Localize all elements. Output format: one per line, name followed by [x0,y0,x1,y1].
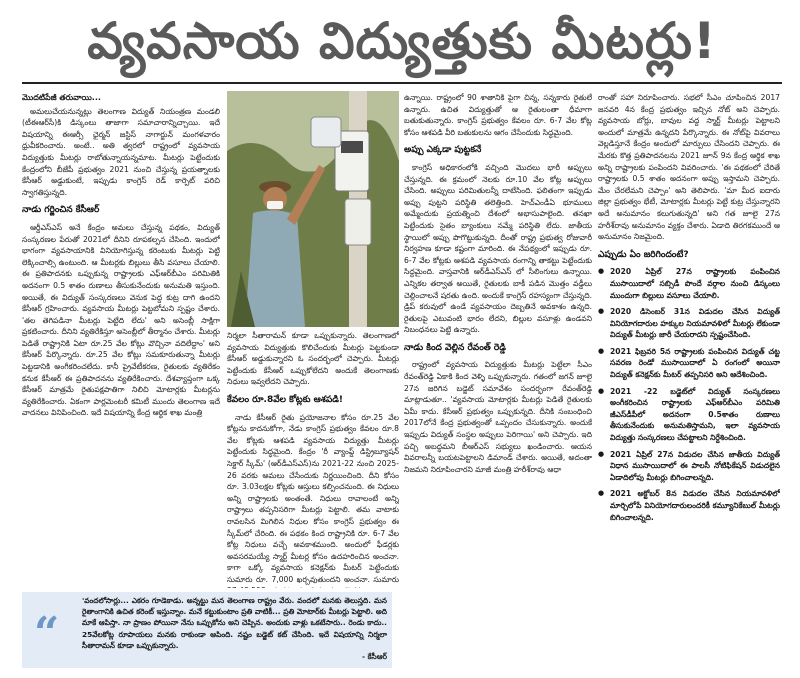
article-column-1 [22,92,220,588]
subheading-kcr-roar: నాడు గర్జించిన కేసీఆర్ [22,205,100,216]
quote-body: 'వందలోసార్లు... ఎకరం గూడెకాడు. అన్నట్టు మన తెలంగాణ రాష్ట్రం వేరు. వందలో మనకు తెలుస్తది. మన రైతాంగానికి ఉచిత కరెంట్ ఇస్తున్నాం. మనే కట్టుకుంటాం ప్రతి వాటికీ... ప్రతి మోటార్‌కు మీటర్లు పెట్టాలి. అది మాకే ఆపిస్తా. నా ప్రాణం పోయినా నేను ఒప్పుకోను అని చెప్పిన. అందుకు వాళ్లు ఒకటేసారు.. రెండు కాదు.. 25వేలకోట్ల రూపాయలు మనకు రాకుండా ఆపింది. నష్టం బడ్జెట్ కట్ చేసింది. ఇదే విషయాన్ని నిర్మలా సీతారామన్ కూడా ఒప్పుకున్నారు. [82,596,387,650]
article-paragraph: కాంగ్రెస్ అధికారంలోకి వచ్చింది మొదలు భారీ అప్పులు చేస్తున్నది. ఈ క్రమంలో నెలకు రూ.10 వేల కోట్ల అప్పులు చేసింది. అప్పులు పరిమితులన్నీ దాటేసింది. ఫలితంగా ఇప్పుడు అప్పు పుట్టని పరిస్థితి తలెత్తింది. హెచ్ఎండీఏ భూములు అమ్మేందుకు ప్రయత్నించి దేశంలో అభాసుపాలైంది. తనఖా పెట్టేందుకు సైతం బ్యాంకులు నమ్మే పరిస్థితి లేదు. జాతీయ స్థాయిలో అప్పు పొగొట్టుకున్నది. దీంతో రాష్ట్ర ప్రభుత్వ రోజువారీ నిర్వహణ కూడా కష్టంగా మారింది. ఈ నేపథ్యంలో ఇప్పుడు రూ. 6-7 వేల కోట్లకు ఆశపడి వ్యవసాయ రంగాన్ని తాకట్టు పెట్టేందుకు సిద్ధమైంది. వాస్తవానికి ఆర్‌డీఎస్ఎస్ లో సీలింగులు ఉన్నాయి. ఎన్నికల తర్వాత అయితే, రైతులకు బాకీ పడిన మొత్తం వడ్డీలు చెల్లించాలనే షరతు ఉంది. అందుకే కాంగ్రెస్ రహస్యంగా చేస్తున్నది. డ్రిప్ కరువులో ఉండే వ్యవసాయం దెబ్బతినే అవకాశం ఉన్నది. రైతులపై ఎటువంటి భారం లేదని, బిల్లుల వసూళ్లు ఉండవని నిబంధనలు పెట్టి ఉన్నారు. [404,162,592,335]
photo-caption-text: నిర్మలా సీతారామన్ కూడా ఒప్పుకున్నారు. తెలంగాణలో వ్యవసాయ విద్యుత్తుకు కొలిచేందుకు మీటర్లు పెట్టకుండా కేసీఆర్ అడ్డుకున్నారని ఓ సందర్భంలో చెప్పారు. మీటర్లు పెట్టేందుకు కేసీఆర్ ఒప్పుకోలేదని అందుకే తెలంగాణకు నిధులు ఇవ్వలేదని చెప్పారు. [227,331,399,387]
timeline-item: ● 2021 ఏప్రిల్ 27న విడుదల చేసిన జాతీయ విద్యుత్ విధాన ముసాయిదాలో ఈ పాలసీ నోటిఫికేషన్ విడుదలైన ఏడాదిలోపు మీటర్లు బిగించాలన్నది. [598,449,780,484]
article-paragraph: ఆర్డీఎస్ఎస్ అనే కేంద్రం అమలు చేస్తున్న పథకం, విద్యుత్ సంస్కరణల పేరుతో 2021లో దీనిని రూపకల్పన చేసింది. ఇందులో భాగంగా వ్యవసాయానికి వినియోగిస్తున్న కరెంటుకు మీటర్లు పెట్టి లెక్కించాల్సి ఉంటుంది. ఆ మీటర్లకు బిల్లులు తీసి వసూలు చేయాలి. ఈ ప్రతిపాదనకు ఒప్పుకున్న రాష్ట్రాలకు ఎఫ్ఆర్‌బీఎం పరిమితికి అదనంగా 0.5 శాతం రుణాలు తీసుకునేందుకు అనుమతి ఇస్తుంది. అయితే, ఈ విద్యుత్ సంస్కరణలు వెనుక పెద్ద కుట్ర దాగి ఉందని కేసీఆర్ గ్రహించారు. వ్యవసాయ మీటర్లు పెట్టబోమని స్పష్టం చేశారు. 'తల తెగిపడినా మీటర్లు పెట్టేది లేదు' అని అసెంబ్లీ సాక్షిగా ప్రకటించారు. దీనిని వ్యతిరేకిస్తూ అసెంబ్లీలో తీర్మానం చేశారు. మీటర్లు పెడితే రాష్ట్రానికి ఏటా రూ.25 వేల కోట్లు వొచ్చినా వదిలేద్దాం' అని కేసీఆర్ పేర్కొన్నారు. రూ.25 వేల కోట్లు సమకూరుతున్నా మీటర్లు పెట్టడానికి అంగీకరించలేదు. కానీ ప్రైవేటీకరణ, రైతులకు వ్యతిరేకం కనుక కేసీఆర్ ఈ ప్రతిపాదనను వ్యతిరేకించారు. దేశవ్యాప్తంగా ఒక్క కేసీఆర్ మాత్రమే రైతుపక్షపాతిగా నిలిచి మోటార్లకు మీటర్లను వ్యతిరేకించారు. ఏకంగా పార్లమెంటరీ కమిటీ ముందు తెలంగాణ ఇదే వాదనలు వినిపించింది. ఇదే విషయాన్ని కేంద్ర ఆర్థిక శాఖ మంత్రి [22,222,220,418]
timeline-item: ● 2020 డిసెంబర్ 31న విడుదల చేసిన విద్యుత్ వినియోగదారుల హక్కుల నియమావళిలో మీటర్లు లేకుండా విద్యుత్ మీటర్లు జారీ చేయరాదని స్పష్టంచేసింది. [598,306,780,341]
article-column-2 [227,330,399,588]
photo-illustration [227,91,399,327]
quote-mark-icon: “ [34,608,60,659]
headline: వ్యవసాయ విద్యుత్తుకు మీటర్లు! [87,12,717,70]
farmer-meter-photo [227,91,399,327]
article-column-4 [598,92,780,670]
subheading-timeline: ఎప్పుడు ఏం జరిగిందంటే? [598,249,689,260]
subheading-no-debt: అప్పు ఎక్కడా పుట్టకనే [404,145,482,156]
article-column-3 [404,92,592,670]
quote-signature: - కేసీఆర్ [362,652,387,662]
timeline-item: ● 2021 -22 బడ్జెట్‌లో విద్యుత్ సంస్కరణలు అంగీకరించిన రాష్ట్రాలకు ఎఫ్ఆర్‌బీఎం పరిమితి జీఎస్‌డీపీలో అదనంగా 0.5శాతం రుణాలు తీసుకునేందుకు అనుమతిస్తామని, ఇలా వ్యవసాయ విద్యుత్తు సంస్కరణలు చేపట్టాలని నిర్దేశించింది. [598,386,780,444]
headline-rule [22,82,782,84]
article-paragraph: రాంతో సహా నిరూపించారు. సభలో సీఎం చూపించిన 2017 జనవరి 4న కేంద్ర ప్రభుత్వం ఇచ్చిన నోట్ అని చెప్పారు. వ్యవసాయ బోర్లు, బావుల వద్ద స్మార్ట్ మీటర్లు పెట్టాలని అందులో మాత్రమే ఉన్నదని పేర్కొన్నారు. ఈ నోట్‌పై వివరాలు వెల్లడిస్తూనే కేంద్రం అందులో మార్పులు చేసిందని చెప్పారు. ఈ మేరకు కొత్త ప్రతిపాదనలను 2021 జూన్ 9న కేంద్ర ఆర్థిక శాఖ అన్ని రాష్ట్రాలకు పంపిందని వివరించారు. 'ఈ పథకంలో చేరితే రాష్ట్రాలకు 0.5 శాతం అదనంగా అప్పు ఇస్తామని చెప్పారు. మేం చేరలేమని చెప్పాం' అని తెలిపారు. 'మా మీద ఐదారు జిల్లా ప్రభుత్వం భేటీ, మోటార్లకు మీటర్లు పెట్టే కుట్ర చేస్తున్నారని అదే అనుమానం కలుగుతున్నది' అని గత జూలై 27న హరీశ్‌రావు అనుమానం వ్యక్తం చేశారు. ఏడాది తిరగకముందే ఆ అనుమానం నిజమైంది. [598,93,780,242]
timeline-item: ● 2021 అక్టోబర్ 8న విడుదల చేసిన నియమావళిలో మార్చిలోపే వినియోగదారులందరికీ కమ్యూనికేబుల్ మీటర్లు బిగించాలన్నది. [598,488,780,523]
kcr-quote-box [22,592,392,668]
continuation-kicker: మొదటిపేజీ తరువాయి... [22,93,101,102]
article-paragraph: అమలుచేయనున్నట్లు తెలంగాణ విద్యుత్ నియంత్రణ మండలి (టీఈఆర్‌సీ)కి డిస్కంలు తాజాగా సమాచారాన్నిచ్చాయి. ఇదే విషయాన్ని ఈఆర్సీ ఛైర్మన్ జస్టిస్ నాగార్జున్ మంగళవారం ధ్రువీకరించారు. అంటే.. అతి త్వరలో రాష్ట్రంలో వ్యవసాయ విద్యుత్తుకు మీటర్లు రాబోతున్నాయన్నమాట. మీటర్లు పెట్టేందుకు కేంద్రంలోని బీజేపీ ప్రభుత్వం 2021 నుంచి చేస్తున్న ప్రయత్నాలకు కేసీఆర్ అడ్డుకుంటే, ఇప్పుడు కాంగ్రెస్ రెడ్ కార్పెట్ పరిచి స్వాగతిస్తున్నది. [22,106,220,197]
article-paragraph: ఉన్నాయి. రాష్ట్రంలో 90 శాతానికి పైగా చిన్న, సన్నకారు రైతులే ఉన్నారు. ఉచిత విద్యుత్తుతో ఆ రైతులంతా ధీమాగా బతుకుతున్నారు. కాంగ్రెస్ ప్రభుత్వం కేవలం రూ. 6-7 వేల కోట్ల కోసం ఆశపడి వీరి బతుకులను ఆగం చేసేందుకు సిద్ధమైంది. [404,93,592,137]
article-paragraph: నాడు కేసీఆర్ రైతు ప్రయోజనాల కోసం రూ.25 వేల కోట్లను కాదనుకోగా, నేడు కాంగ్రెస్ ప్రభుత్వం కేవలం రూ.8 వేల కోట్లకు ఆశపడి వ్యవసాయ విద్యుత్తు మీటర్లు పెట్టేందుకు సిద్ధమైంది. కేంద్రం 'రీ వ్యాంప్డ్ డిస్ట్రిబ్యూషన్ సెక్టార్ స్కీమ్' (ఆర్‌డీఎస్ఎస్)ను 2021-22 నుంచి 2025-26 వరకు అమలు చేసేందుకు నిర్ణయించింది. దీని కోసం రూ. 3.03లక్షల కోట్లకు ఆస్తులు కల్పించనుంది. ఈ నిధులు అన్ని రాష్ట్రాలకు అంతంతే. నిధులు రావాలంటే అన్ని రాష్ట్రాలు తప్పనిసరిగా మీటర్లు పెట్టాలి. తమ వాటాకు రావలసిన మిగిలిన నిధుల కోసం కాంగ్రెస్ ప్రభుత్వం ఈ స్కీమ్‌లో చేరింది. ఈ పథకం కింద రాష్ట్రానికి రూ. 6-7 వేల కోట్ల నిధులు వచ్చే అవకాశముంది. అందులో ఫీడర్లకు అవసరమయ్యే స్మార్ట్ మీటర్ల కోసం ఉదహరించిన అంచనా. కాగా ఒక్కో వ్యవసాయ కనెక్షన్‌కు మీటర్ పెట్టేందుకు సుమారు రూ. 7,000 ఖర్చవుతుందని అంచనా. సుమారు [227,412,399,584]
timeline-item: ● 2021 ఫిబ్రవరి 5న రాష్ట్రాలకు పంపించిన విద్యుత్ చట్ట సవరణ రెండో ముసాయిదాలో ఏ రంగంలో అయినా విద్యుత్ కనెక్షన్‌కు మీటర్ తప్పనిసరి అని ఆదేశించింది. [598,346,780,381]
timeline-item: ● 2020 ఏప్రిల్ 27న రాష్ట్రాలకు పంపించిన ముసాయిదాలో సబ్సిడీ పొందే వర్గాల నుంచి డిస్కంలు ముందుగా బిల్లులు వసూలు చేయాలి. [598,266,780,301]
article-paragraph: రాష్ట్రంలో వ్యవసాయ విద్యుత్తుకు మీటర్లు పెట్టేలా సీఎం రేవంత్‌రెడ్డి ఏకాకి కింద వెళ్ళి ఒప్పుకున్నారు. గతంలో జగన్ జూలై 27న జరిగిన బడ్జెట్ సమావేశం సందర్భంగా రేవంత్‌రెడ్డి మాట్లాడుతూ.. 'వ్యవసాయ మోటార్లకు మీటర్లు పెడితే రైతులకు ఏమీ కాదు. కేసీఆర్ ప్రభుత్వం ఒప్పుకున్నది. దీనికి సంబంధించి 2017లోనే కేంద్ర ప్రభుత్వంతో ఒప్పందం చేసుకున్నారు. అందుకే ఇప్పుడు విద్యుత్ సంస్థల అప్పులు పెరిగాయి' అని చెప్పారు. ఇది పచ్చి అబద్ధమని బీఆర్ఎస్ సభ్యులు ఖండించారు. ఆయన వివరాలన్నీ బయటపెట్టాలని డిమాండ్ చేశారు. అయితే, అదంతా నిజమని నిరూపించారని మాజీ మంత్రి హరీశ్‌రావు ఆధా [404,360,592,474]
quote-text [82,595,387,662]
subheading-revanth: నాడు కింద వెల్లిన రేవంత్ రెడ్డి [404,342,506,353]
subheading-8000-crore: కేవలం రూ.8వేల కోట్లకు ఆశపడి! [227,394,343,405]
